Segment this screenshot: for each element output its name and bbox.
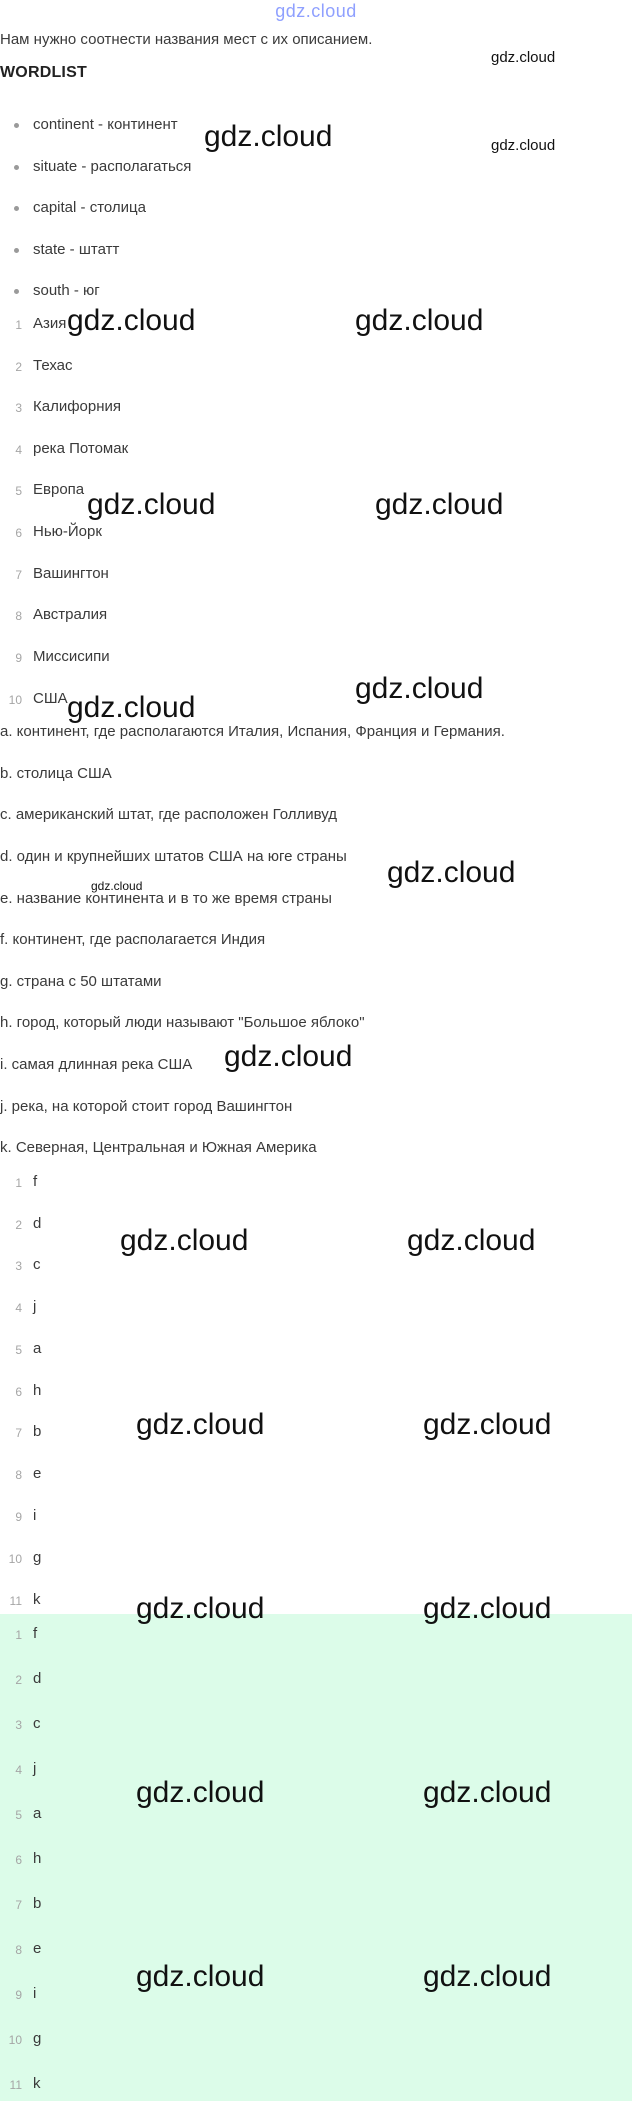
watermark: gdz.cloud bbox=[491, 49, 556, 66]
watermark: gdz.cloud bbox=[387, 856, 516, 889]
task-instruction: Нам нужно соотнести названия мест с их описанием. bbox=[0, 31, 373, 48]
definition-item: i. самая длинная река США bbox=[0, 1056, 193, 1073]
item-number: 7 bbox=[15, 1898, 22, 1912]
bullet-icon bbox=[14, 248, 19, 253]
place-name: река Потомак bbox=[33, 440, 129, 457]
definition-item: j. река, на которой стоит город Вашингтон bbox=[0, 1098, 293, 1115]
answer-letter: f bbox=[33, 1173, 38, 1190]
watermark: gdz.cloud bbox=[87, 488, 216, 521]
item-number: 4 bbox=[15, 1763, 22, 1777]
item-number: 8 bbox=[15, 609, 22, 623]
place-name: Миссисипи bbox=[33, 648, 110, 665]
answer-letter: c bbox=[33, 1715, 41, 1732]
item-number: 2 bbox=[15, 360, 22, 374]
watermark: gdz.cloud bbox=[67, 304, 196, 337]
wordlist-heading: WORDLIST bbox=[0, 64, 87, 81]
item-number: 1 bbox=[15, 1628, 22, 1642]
watermark: gdz.cloud bbox=[423, 1592, 552, 1625]
definition-item: b. столица США bbox=[0, 765, 112, 782]
definition-item: c. американский штат, где расположен Голливуд bbox=[0, 806, 338, 823]
definition-item: e. название континента и в то же время страны bbox=[0, 890, 332, 907]
wordlist-entry: capital - столица bbox=[33, 199, 146, 216]
answer-letter: j bbox=[33, 1760, 37, 1777]
answer-letter: a bbox=[33, 1805, 42, 1822]
place-name: Австралия bbox=[33, 606, 108, 623]
answer-letter: c bbox=[33, 1256, 41, 1273]
watermark: gdz.cloud bbox=[355, 304, 484, 337]
bullet-icon bbox=[14, 206, 19, 211]
watermark: gdz.cloud bbox=[91, 879, 143, 893]
watermark: gdz.cloud bbox=[136, 1592, 265, 1625]
item-number: 1 bbox=[15, 1176, 22, 1190]
watermark: gdz.cloud bbox=[224, 1040, 353, 1073]
answer-letter: j bbox=[33, 1298, 37, 1315]
answer-letter: b bbox=[33, 1423, 42, 1440]
place-name: Азия bbox=[33, 315, 67, 332]
watermark: gdz.cloud bbox=[136, 1776, 265, 1809]
item-number: 5 bbox=[15, 1343, 22, 1357]
watermark: gdz.cloud bbox=[355, 672, 484, 705]
definition-item: d. один и крупнейших штатов США на юге страны bbox=[0, 848, 347, 865]
watermark: gdz.cloud bbox=[423, 1960, 552, 1993]
answer-letter: k bbox=[33, 2075, 41, 2092]
item-number: 7 bbox=[15, 1426, 22, 1440]
item-number: 4 bbox=[15, 1301, 22, 1315]
answer-letter: i bbox=[33, 1507, 37, 1524]
item-number: 3 bbox=[15, 1259, 22, 1273]
watermark: gdz.cloud bbox=[423, 1408, 552, 1441]
watermark: gdz.cloud bbox=[491, 137, 556, 154]
answer-letter: d bbox=[33, 1215, 42, 1232]
answer-letter: b bbox=[33, 1895, 42, 1912]
item-number: 10 bbox=[8, 1552, 22, 1566]
place-name: США bbox=[33, 690, 68, 707]
watermark: gdz.cloud bbox=[423, 1776, 552, 1809]
item-number: 4 bbox=[15, 443, 22, 457]
item-number: 7 bbox=[15, 568, 22, 582]
item-number: 6 bbox=[15, 1385, 22, 1399]
answer-letter: h bbox=[33, 1850, 42, 1867]
answer-highlight-block bbox=[0, 1614, 632, 2101]
watermark: gdz.cloud bbox=[375, 488, 504, 521]
answer-letter: f bbox=[33, 1625, 38, 1642]
watermark: gdz.cloud bbox=[67, 691, 196, 724]
answer-letter: i bbox=[33, 1985, 37, 2002]
item-number: 6 bbox=[15, 1853, 22, 1867]
definition-item: h. город, который люди называют "Большое яблоко" bbox=[0, 1014, 365, 1031]
watermark: gdz.cloud bbox=[407, 1224, 536, 1257]
answer-letter: d bbox=[33, 1670, 42, 1687]
item-number: 9 bbox=[15, 1510, 22, 1524]
wordlist-entry: state - штатт bbox=[33, 241, 120, 258]
watermark: gdz.cloud bbox=[136, 1960, 265, 1993]
item-number: 5 bbox=[15, 1808, 22, 1822]
watermark: gdz.cloud bbox=[136, 1408, 265, 1441]
place-name: Нью-Йорк bbox=[33, 523, 102, 540]
wordlist-entry: situate - располагаться bbox=[33, 158, 192, 175]
definition-item: g. страна с 50 штатами bbox=[0, 973, 162, 990]
answer-letter: k bbox=[33, 1591, 41, 1608]
bullet-icon bbox=[14, 123, 19, 128]
place-name: Вашингтон bbox=[33, 565, 109, 582]
item-number: 10 bbox=[8, 693, 22, 707]
wordlist-entry: south - юг bbox=[33, 282, 100, 299]
item-number: 5 bbox=[15, 484, 22, 498]
item-number: 10 bbox=[8, 2033, 22, 2047]
item-number: 3 bbox=[15, 401, 22, 415]
answer-letter: e bbox=[33, 1940, 42, 1957]
definition-item: a. континент, где располагаются Италия, Испания, Франция и Германия. bbox=[0, 723, 505, 740]
item-number: 2 bbox=[15, 1673, 22, 1687]
bullet-icon bbox=[14, 165, 19, 170]
watermark: gdz.cloud bbox=[204, 120, 333, 153]
item-number: 1 bbox=[15, 318, 22, 332]
place-name: Техас bbox=[33, 357, 73, 374]
item-number: 11 bbox=[9, 1594, 22, 1608]
bullet-icon bbox=[14, 289, 19, 294]
item-number: 11 bbox=[9, 2078, 22, 2092]
site-logo[interactable]: gdz.cloud bbox=[275, 1, 357, 21]
answer-letter: a bbox=[33, 1340, 42, 1357]
answer-letter: g bbox=[33, 2030, 42, 2047]
answer-letter: e bbox=[33, 1465, 42, 1482]
item-number: 9 bbox=[15, 651, 22, 665]
watermark: gdz.cloud bbox=[120, 1224, 249, 1257]
item-number: 9 bbox=[15, 1988, 22, 2002]
item-number: 8 bbox=[15, 1468, 22, 1482]
definition-item: k. Северная, Центральная и Южная Америка bbox=[0, 1139, 317, 1156]
answer-letter: g bbox=[33, 1549, 42, 1566]
place-name: Европа bbox=[33, 481, 85, 498]
item-number: 8 bbox=[15, 1943, 22, 1957]
item-number: 2 bbox=[15, 1218, 22, 1232]
wordlist-entry: continent - континент bbox=[33, 116, 178, 133]
item-number: 3 bbox=[15, 1718, 22, 1732]
item-number: 6 bbox=[15, 526, 22, 540]
answer-letter: h bbox=[33, 1382, 42, 1399]
place-name: Калифорния bbox=[33, 398, 122, 415]
definition-item: f. континент, где располагается Индия bbox=[0, 931, 266, 948]
